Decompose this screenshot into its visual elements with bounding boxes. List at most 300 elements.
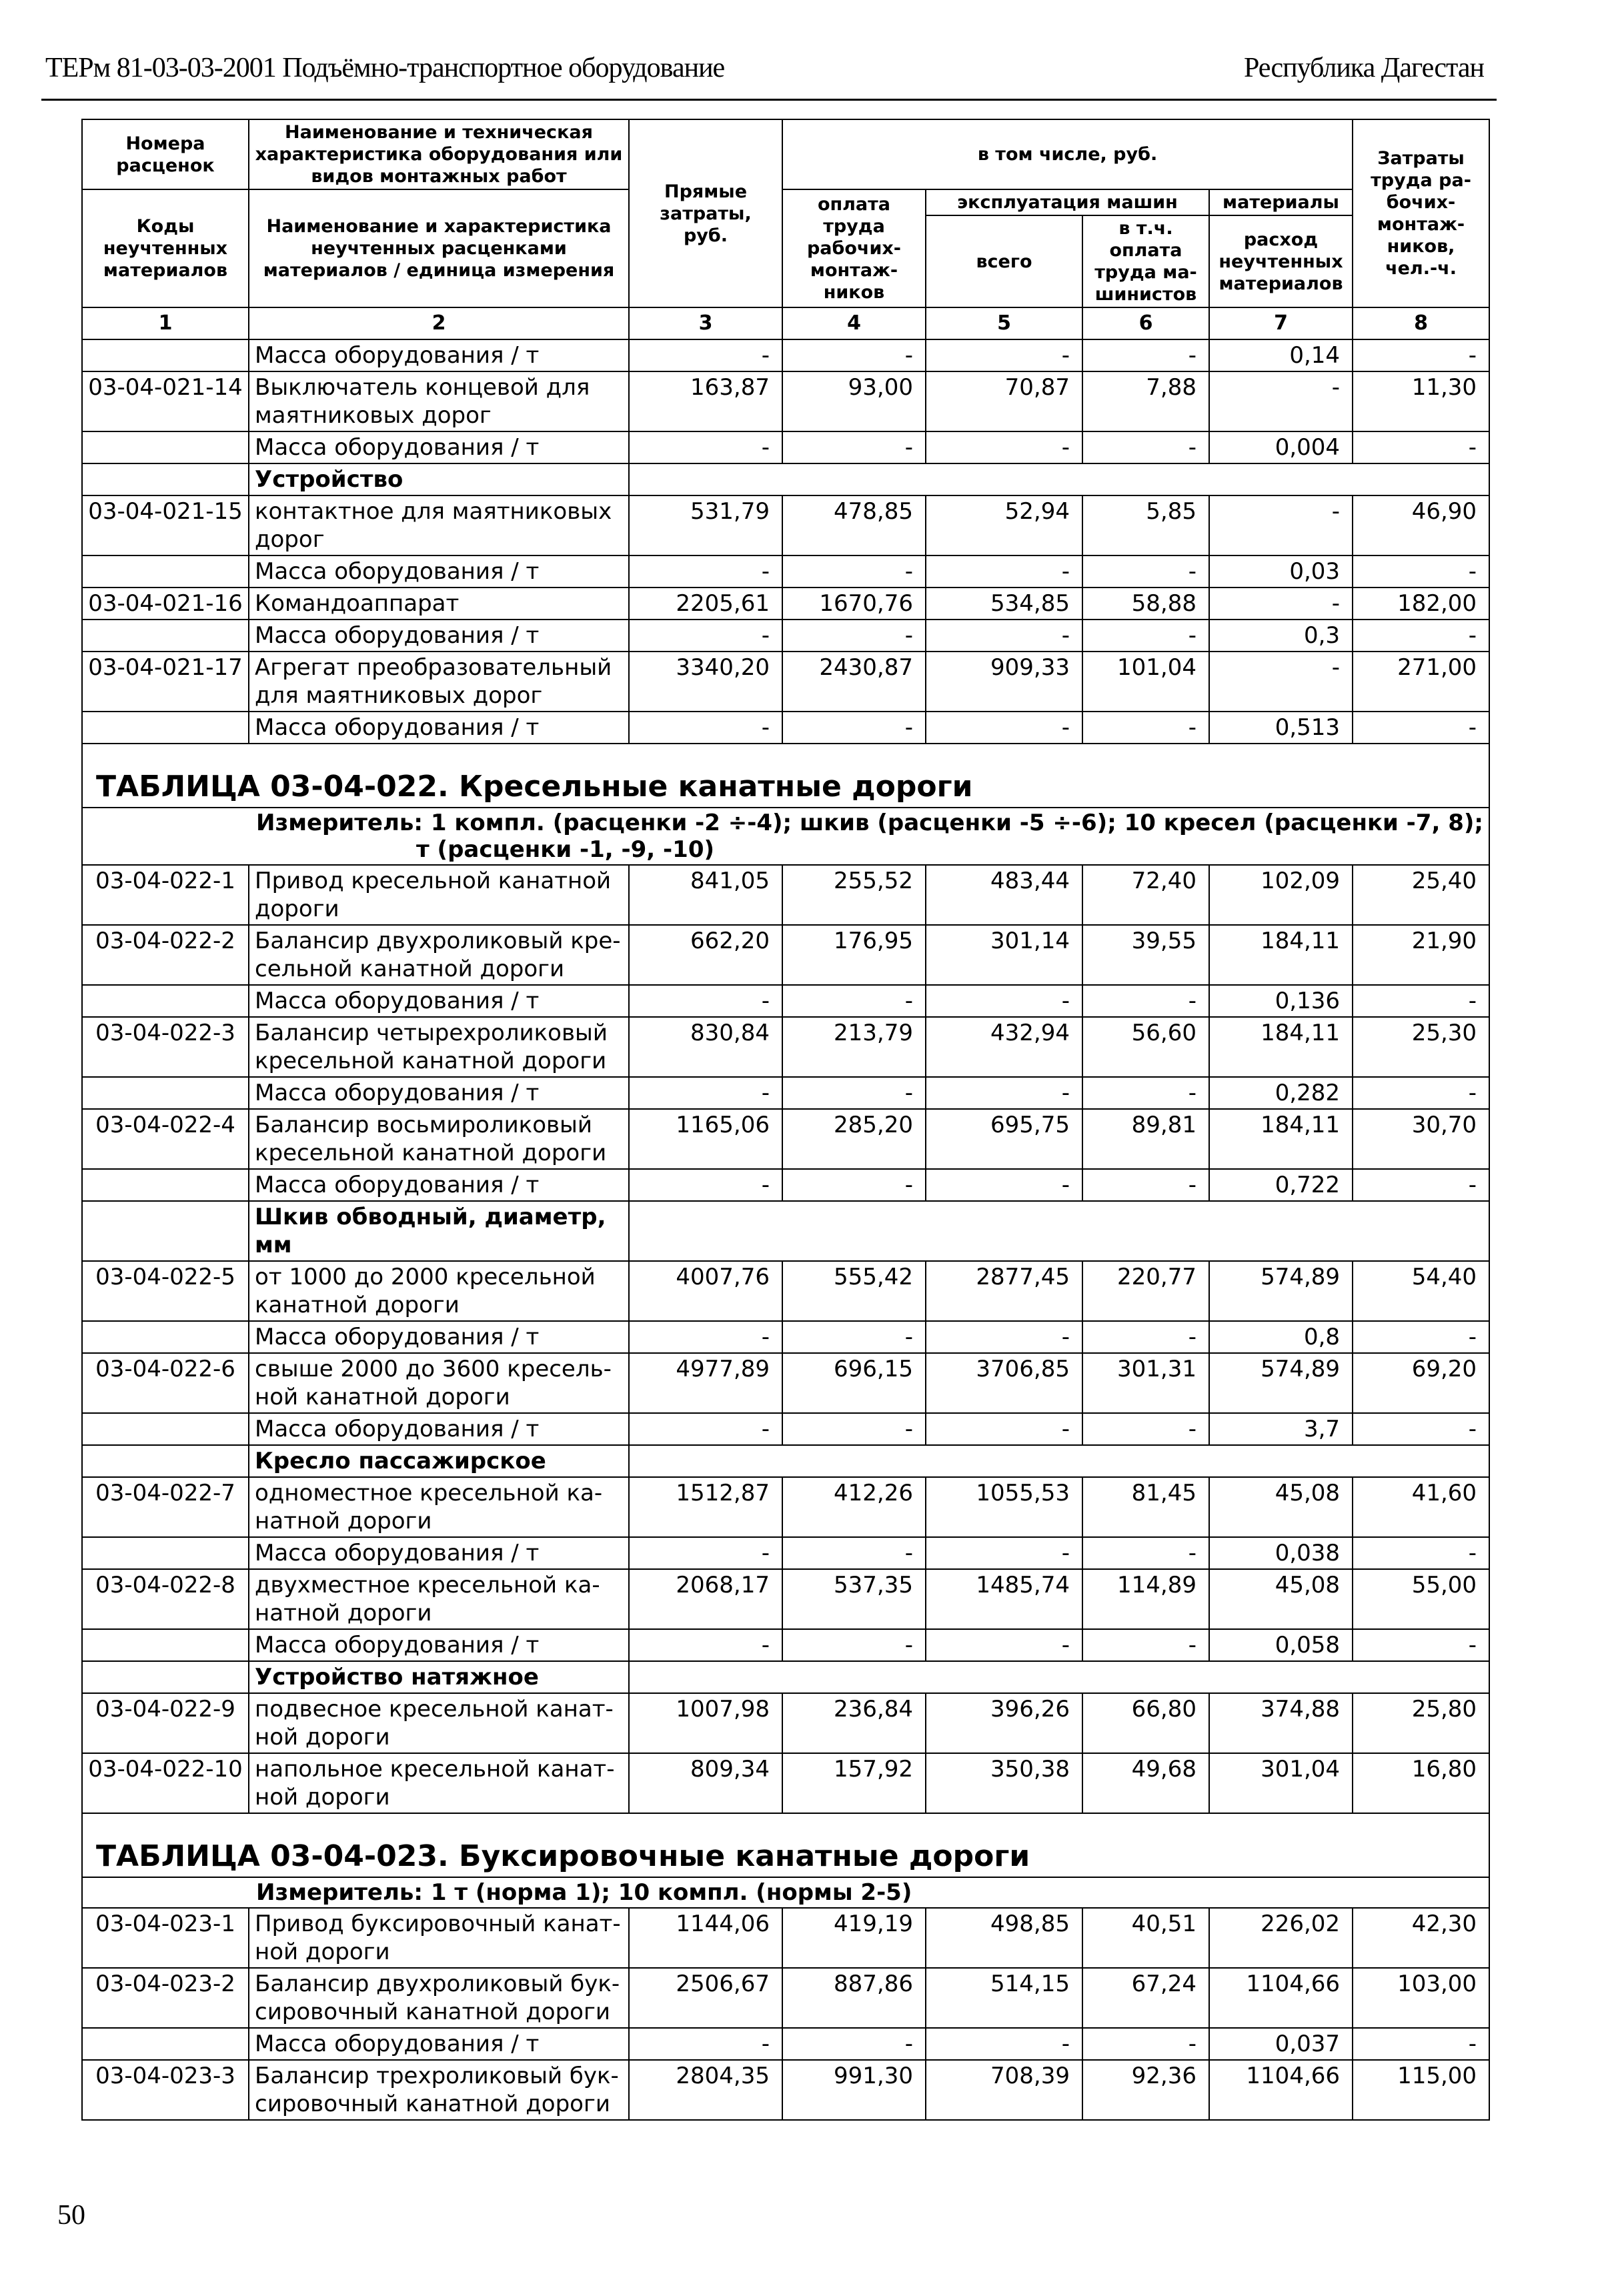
value-cell: 0,058 <box>1209 1629 1353 1661</box>
rate-code: 03-04-022-5 <box>82 1261 249 1321</box>
value-cell: 25,30 <box>1353 1017 1489 1077</box>
value-cell: 498,85 <box>926 1908 1082 1968</box>
value-cell: 0,8 <box>1209 1321 1353 1353</box>
value-cell: 72,40 <box>1082 865 1209 925</box>
rate-code: 03-04-023-3 <box>82 2060 249 2120</box>
value-cell: - <box>926 1537 1082 1569</box>
subheading: Шкив обводный, диаметр, мм <box>249 1201 629 1261</box>
value-cell: 255,52 <box>782 865 926 925</box>
value-cell: - <box>1209 495 1353 555</box>
value-cell: 1512,87 <box>629 1477 782 1537</box>
item-name: Масса оборудования / т <box>249 1629 629 1661</box>
rate-code <box>82 339 249 371</box>
table-row-mass <box>82 2028 1489 2060</box>
item-name: одноместное кресельной ка-натной дороги <box>249 1477 629 1537</box>
rate-code: 03-04-021-14 <box>82 371 249 431</box>
value-cell: - <box>629 712 782 744</box>
table-row <box>82 1968 1489 2028</box>
value-cell: - <box>782 1321 926 1353</box>
table-title: ТАБЛИЦА 03-04-022. Кресельные канатные дороги <box>82 744 1489 808</box>
value-cell: - <box>1353 1321 1489 1353</box>
rate-code <box>82 1537 249 1569</box>
value-cell: 40,51 <box>1082 1908 1209 1968</box>
measure-cell <box>82 1877 1489 1908</box>
value-cell: 285,20 <box>782 1109 926 1169</box>
value-cell: 58,88 <box>1082 588 1209 620</box>
measure-unit: Измеритель: 1 т (норма 1); 10 компл. (нормы 2-5) <box>256 1879 912 1906</box>
value-cell: 220,77 <box>1082 1261 1209 1321</box>
rate-code: 03-04-022-8 <box>82 1569 249 1629</box>
rate-code: 03-04-021-15 <box>82 495 249 555</box>
table-row-mass <box>82 1413 1489 1445</box>
value-cell: 396,26 <box>926 1693 1082 1753</box>
value-cell: 213,79 <box>782 1017 926 1077</box>
value-cell: - <box>1082 1537 1209 1569</box>
value-cell: - <box>782 1413 926 1445</box>
empty-cell <box>82 1661 249 1693</box>
col-header-machines-total: всего <box>926 215 1082 307</box>
value-cell: 432,94 <box>926 1017 1082 1077</box>
value-cell: - <box>1353 2028 1489 2060</box>
col-number: 1 <box>82 307 249 339</box>
value-cell: 0,513 <box>1209 712 1353 744</box>
table-row <box>82 1017 1489 1077</box>
item-name: Масса оборудования / т <box>249 1169 629 1201</box>
value-cell: - <box>1353 985 1489 1017</box>
value-cell: - <box>1082 985 1209 1017</box>
rate-code <box>82 2028 249 2060</box>
value-cell: - <box>1082 712 1209 744</box>
col-header-wages: оплата труда рабочих-монтаж-ников <box>782 189 926 307</box>
subheading-row <box>82 1445 1489 1477</box>
value-cell: 46,90 <box>1353 495 1489 555</box>
table-row-mass <box>82 985 1489 1017</box>
value-cell: 708,39 <box>926 2060 1082 2120</box>
value-cell: - <box>782 339 926 371</box>
empty-cell <box>629 1661 1489 1693</box>
item-name: напольное кресельной канат-ной дороги <box>249 1753 629 1813</box>
rate-code: 03-04-022-10 <box>82 1753 249 1813</box>
value-cell: 182,00 <box>1353 588 1489 620</box>
value-cell: 483,44 <box>926 865 1082 925</box>
value-cell: 89,81 <box>1082 1109 1209 1169</box>
value-cell: 102,09 <box>1209 865 1353 925</box>
value-cell: 25,40 <box>1353 865 1489 925</box>
item-name: Агрегат преобразовательный для маятниковых дорог <box>249 652 629 712</box>
rate-code: 03-04-023-1 <box>82 1908 249 1968</box>
subheading: Кресло пассажирское <box>249 1445 629 1477</box>
value-cell: 52,94 <box>926 495 1082 555</box>
value-cell: 236,84 <box>782 1693 926 1753</box>
value-cell: 301,04 <box>1209 1753 1353 1813</box>
item-name: Масса оборудования / т <box>249 1537 629 1569</box>
item-name: двухместное кресельной ка-натной дороги <box>249 1569 629 1629</box>
value-cell: 69,20 <box>1353 1353 1489 1413</box>
value-cell: 0,03 <box>1209 555 1353 588</box>
col-header-direct-costs: Прямые затраты, руб. <box>629 119 782 307</box>
value-cell: - <box>629 339 782 371</box>
value-cell: 0,722 <box>1209 1169 1353 1201</box>
value-cell: - <box>629 2028 782 2060</box>
col-header-machinist-wages: в т.ч. оплата труда ма-шинистов <box>1082 215 1209 307</box>
value-cell: 114,89 <box>1082 1569 1209 1629</box>
table-title-row <box>82 744 1489 808</box>
value-cell: 25,80 <box>1353 1693 1489 1753</box>
value-cell: - <box>629 1077 782 1109</box>
value-cell: - <box>1082 339 1209 371</box>
item-name: от 1000 до 2000 кресельной канатной дороги <box>249 1261 629 1321</box>
value-cell: - <box>629 431 782 463</box>
rate-code <box>82 985 249 1017</box>
value-cell: 537,35 <box>782 1569 926 1629</box>
value-cell: 93,00 <box>782 371 926 431</box>
value-cell: 841,05 <box>629 865 782 925</box>
value-cell: 11,30 <box>1353 371 1489 431</box>
item-name: контактное для маятниковых дорог <box>249 495 629 555</box>
value-cell: 41,60 <box>1353 1477 1489 1537</box>
value-cell: - <box>926 555 1082 588</box>
value-cell: 1670,76 <box>782 588 926 620</box>
table-row <box>82 1109 1489 1169</box>
value-cell: 70,87 <box>926 371 1082 431</box>
value-cell: 301,31 <box>1082 1353 1209 1413</box>
value-cell: 55,00 <box>1353 1569 1489 1629</box>
value-cell: 30,70 <box>1353 1109 1489 1169</box>
price-table <box>81 119 1490 2121</box>
rate-code: 03-04-021-17 <box>82 652 249 712</box>
value-cell: 42,30 <box>1353 1908 1489 1968</box>
value-cell: 184,11 <box>1209 1109 1353 1169</box>
value-cell: - <box>1082 2028 1209 2060</box>
item-name: Масса оборудования / т <box>249 1321 629 1353</box>
rate-code: 03-04-022-1 <box>82 865 249 925</box>
value-cell: 56,60 <box>1082 1017 1209 1077</box>
col-header-codes: Номера расценок <box>82 119 249 189</box>
empty-cell <box>82 1201 249 1261</box>
rate-code: 03-04-022-4 <box>82 1109 249 1169</box>
value-cell: 574,89 <box>1209 1261 1353 1321</box>
value-cell: - <box>926 620 1082 652</box>
table-row <box>82 1261 1489 1321</box>
col-number: 5 <box>926 307 1082 339</box>
item-name: Привод буксировочный канат-ной дороги <box>249 1908 629 1968</box>
table-row-mass <box>82 1629 1489 1661</box>
rate-code: 03-04-023-2 <box>82 1968 249 2028</box>
measure-unit-cont: т (расценки -1, -9, -10) <box>416 836 715 863</box>
item-name: Выключатель концевой для маятниковых дорог <box>249 371 629 431</box>
table-row <box>82 1353 1489 1413</box>
value-cell: - <box>629 1537 782 1569</box>
value-cell: - <box>782 1169 926 1201</box>
item-name: Привод кресельной канатной дороги <box>249 865 629 925</box>
rate-code: 03-04-022-2 <box>82 925 249 985</box>
col-number: 2 <box>249 307 629 339</box>
rate-code <box>82 712 249 744</box>
value-cell: 163,87 <box>629 371 782 431</box>
value-cell: - <box>926 1413 1082 1445</box>
value-cell: - <box>1353 1169 1489 1201</box>
rate-code <box>82 1629 249 1661</box>
rate-code <box>82 1077 249 1109</box>
value-cell: 909,33 <box>926 652 1082 712</box>
col-header-name: Наименование и техническая характеристика оборудования или видов монтажных работ <box>249 119 629 189</box>
value-cell: - <box>782 555 926 588</box>
value-cell: - <box>1082 1077 1209 1109</box>
rate-code <box>82 1321 249 1353</box>
value-cell: 809,34 <box>629 1753 782 1813</box>
table-row <box>82 1693 1489 1753</box>
value-cell: 301,14 <box>926 925 1082 985</box>
value-cell: 531,79 <box>629 495 782 555</box>
rate-code <box>82 1413 249 1445</box>
item-name: Балансир двухроликовый кре-сельной канатной дороги <box>249 925 629 985</box>
value-cell: - <box>926 1321 1082 1353</box>
value-cell: 0,038 <box>1209 1537 1353 1569</box>
value-cell: - <box>1353 620 1489 652</box>
value-cell: - <box>629 985 782 1017</box>
value-cell: 4977,89 <box>629 1353 782 1413</box>
value-cell: - <box>782 712 926 744</box>
value-cell: 2068,17 <box>629 1569 782 1629</box>
value-cell: 3340,20 <box>629 652 782 712</box>
value-cell: 81,45 <box>1082 1477 1209 1537</box>
value-cell: 2205,61 <box>629 588 782 620</box>
table-row-mass <box>82 1321 1489 1353</box>
rate-code: 03-04-022-9 <box>82 1693 249 1753</box>
value-cell: 184,11 <box>1209 925 1353 985</box>
value-cell: 2804,35 <box>629 2060 782 2120</box>
table-row-mass <box>82 1077 1489 1109</box>
value-cell: 49,68 <box>1082 1753 1209 1813</box>
empty-cell <box>82 463 249 495</box>
item-name: Масса оборудования / т <box>249 339 629 371</box>
item-name: Масса оборудования / т <box>249 1413 629 1445</box>
value-cell: 115,00 <box>1353 2060 1489 2120</box>
item-name: Балансир четырехроликовый кресельной канатной дороги <box>249 1017 629 1077</box>
value-cell: - <box>782 620 926 652</box>
table-body <box>82 339 1489 2120</box>
table-row <box>82 495 1489 555</box>
value-cell: - <box>1353 555 1489 588</box>
value-cell: - <box>926 1629 1082 1661</box>
empty-cell <box>629 1445 1489 1477</box>
value-cell: 887,86 <box>782 1968 926 2028</box>
value-cell: 1144,06 <box>629 1908 782 1968</box>
value-cell: 1055,53 <box>926 1477 1082 1537</box>
measure-row <box>82 1877 1489 1908</box>
item-name: Командоаппарат <box>249 588 629 620</box>
value-cell: - <box>926 985 1082 1017</box>
value-cell: 3,7 <box>1209 1413 1353 1445</box>
table-row <box>82 588 1489 620</box>
col-number: 4 <box>782 307 926 339</box>
subheading: Устройство натяжное <box>249 1661 629 1693</box>
value-cell: - <box>1082 431 1209 463</box>
value-cell: 0,136 <box>1209 985 1353 1017</box>
value-cell: - <box>629 620 782 652</box>
value-cell: 7,88 <box>1082 371 1209 431</box>
subheading-row <box>82 463 1489 495</box>
value-cell: - <box>926 431 1082 463</box>
value-cell: 4007,76 <box>629 1261 782 1321</box>
value-cell: 21,90 <box>1353 925 1489 985</box>
empty-cell <box>82 1445 249 1477</box>
value-cell: 695,75 <box>926 1109 1082 1169</box>
value-cell: 45,08 <box>1209 1477 1353 1537</box>
table-title-row <box>82 1813 1489 1877</box>
subheading-row <box>82 1661 1489 1693</box>
value-cell: 176,95 <box>782 925 926 985</box>
running-header-title: ТЕРм 81-03-03-2001 Подъёмно-транспортное оборудование <box>45 53 725 83</box>
rate-code <box>82 555 249 588</box>
header-rule <box>41 99 1497 101</box>
value-cell: - <box>1353 1077 1489 1109</box>
value-cell: 991,30 <box>782 2060 926 2120</box>
measure-cell <box>82 808 1489 865</box>
empty-cell <box>629 1201 1489 1261</box>
col-header-labor: Затраты труда ра-бочих-монтаж-ников, чел.-ч. <box>1353 119 1489 307</box>
value-cell: - <box>1209 652 1353 712</box>
value-cell: 54,40 <box>1353 1261 1489 1321</box>
measure-unit: Измеритель: 1 компл. (расценки -2 ÷-4); шкив (расценки -5 ÷-6); 10 кресел (расценки -7, 8); <box>256 810 1484 836</box>
value-cell: 662,20 <box>629 925 782 985</box>
rate-code <box>82 620 249 652</box>
value-cell: - <box>1082 620 1209 652</box>
value-cell: - <box>1082 555 1209 588</box>
table-row-mass <box>82 1537 1489 1569</box>
value-cell: - <box>782 1077 926 1109</box>
value-cell: 2877,45 <box>926 1261 1082 1321</box>
table-row <box>82 371 1489 431</box>
value-cell: - <box>1082 1413 1209 1445</box>
table-row <box>82 652 1489 712</box>
value-cell: 66,80 <box>1082 1693 1209 1753</box>
col-header-material-codes: Коды неучтенных материалов <box>82 189 249 307</box>
value-cell: 1007,98 <box>629 1693 782 1753</box>
table-row <box>82 1477 1489 1537</box>
value-cell: 16,80 <box>1353 1753 1489 1813</box>
col-number: 8 <box>1353 307 1489 339</box>
table-row <box>82 2060 1489 2120</box>
table-row <box>82 1753 1489 1813</box>
value-cell: 1104,66 <box>1209 2060 1353 2120</box>
value-cell: - <box>926 1077 1082 1109</box>
table-row-mass <box>82 1169 1489 1201</box>
value-cell: 374,88 <box>1209 1693 1353 1753</box>
col-header-machines: эксплуатация машин <box>926 189 1209 215</box>
value-cell: - <box>1082 1321 1209 1353</box>
empty-cell <box>629 463 1489 495</box>
rate-code <box>82 431 249 463</box>
value-cell: - <box>782 1629 926 1661</box>
value-cell: - <box>1353 1413 1489 1445</box>
table-row-mass <box>82 339 1489 371</box>
value-cell: - <box>1082 1629 1209 1661</box>
col-header-materials: материалы <box>1209 189 1353 215</box>
table-title: ТАБЛИЦА 03-04-023. Буксировочные канатные дороги <box>82 1813 1489 1877</box>
table-row-mass <box>82 712 1489 744</box>
subheading: Устройство <box>249 463 629 495</box>
value-cell: 574,89 <box>1209 1353 1353 1413</box>
value-cell: 45,08 <box>1209 1569 1353 1629</box>
value-cell: - <box>782 985 926 1017</box>
table-row <box>82 1569 1489 1629</box>
value-cell: 696,15 <box>782 1353 926 1413</box>
item-name: Масса оборудования / т <box>249 1077 629 1109</box>
value-cell: 478,85 <box>782 495 926 555</box>
col-header-group: в том числе, руб. <box>782 119 1353 189</box>
col-number: 7 <box>1209 307 1353 339</box>
value-cell: - <box>1082 1169 1209 1201</box>
value-cell: 0,3 <box>1209 620 1353 652</box>
value-cell: 514,15 <box>926 1968 1082 2028</box>
value-cell: - <box>629 1321 782 1353</box>
value-cell: 0,037 <box>1209 2028 1353 2060</box>
rate-code: 03-04-021-16 <box>82 588 249 620</box>
value-cell: - <box>1353 339 1489 371</box>
value-cell: 1165,06 <box>629 1109 782 1169</box>
value-cell: - <box>782 2028 926 2060</box>
value-cell: - <box>1209 371 1353 431</box>
value-cell: 1485,74 <box>926 1569 1082 1629</box>
value-cell: - <box>1353 431 1489 463</box>
page-number: 50 <box>57 2200 85 2231</box>
running-header-region: Республика Дагестан <box>1243 53 1484 83</box>
item-name: Масса оборудования / т <box>249 985 629 1017</box>
value-cell: 555,42 <box>782 1261 926 1321</box>
measure-row <box>82 808 1489 865</box>
value-cell: - <box>926 1169 1082 1201</box>
value-cell: - <box>926 339 1082 371</box>
subheading-row <box>82 1201 1489 1261</box>
rate-code: 03-04-022-7 <box>82 1477 249 1537</box>
value-cell: 226,02 <box>1209 1908 1353 1968</box>
value-cell: - <box>782 431 926 463</box>
value-cell: 103,00 <box>1353 1968 1489 2028</box>
value-cell: 534,85 <box>926 588 1082 620</box>
item-name: Масса оборудования / т <box>249 2028 629 2060</box>
table-row <box>82 1908 1489 1968</box>
value-cell: 67,24 <box>1082 1968 1209 2028</box>
value-cell: 39,55 <box>1082 925 1209 985</box>
value-cell: 157,92 <box>782 1753 926 1813</box>
item-name: Масса оборудования / т <box>249 555 629 588</box>
value-cell: - <box>782 1537 926 1569</box>
value-cell: 412,26 <box>782 1477 926 1537</box>
value-cell: 5,85 <box>1082 495 1209 555</box>
value-cell: - <box>926 2028 1082 2060</box>
rate-code: 03-04-022-6 <box>82 1353 249 1413</box>
value-cell: 3706,85 <box>926 1353 1082 1413</box>
value-cell: 101,04 <box>1082 652 1209 712</box>
item-name: Балансир восьмироликовый кресельной канатной дороги <box>249 1109 629 1169</box>
table-row-mass <box>82 431 1489 463</box>
item-name: подвесное кресельной канат-ной дороги <box>249 1693 629 1753</box>
value-cell: - <box>1353 1537 1489 1569</box>
value-cell: 184,11 <box>1209 1017 1353 1077</box>
table-row <box>82 925 1489 985</box>
value-cell: - <box>1353 1629 1489 1661</box>
table-row-mass <box>82 620 1489 652</box>
value-cell: 2506,67 <box>629 1968 782 2028</box>
item-name: Масса оборудования / т <box>249 712 629 744</box>
rate-code <box>82 1169 249 1201</box>
value-cell: - <box>629 555 782 588</box>
value-cell: 1104,66 <box>1209 1968 1353 2028</box>
value-cell: 271,00 <box>1353 652 1489 712</box>
value-cell: - <box>1353 712 1489 744</box>
value-cell: - <box>629 1169 782 1201</box>
